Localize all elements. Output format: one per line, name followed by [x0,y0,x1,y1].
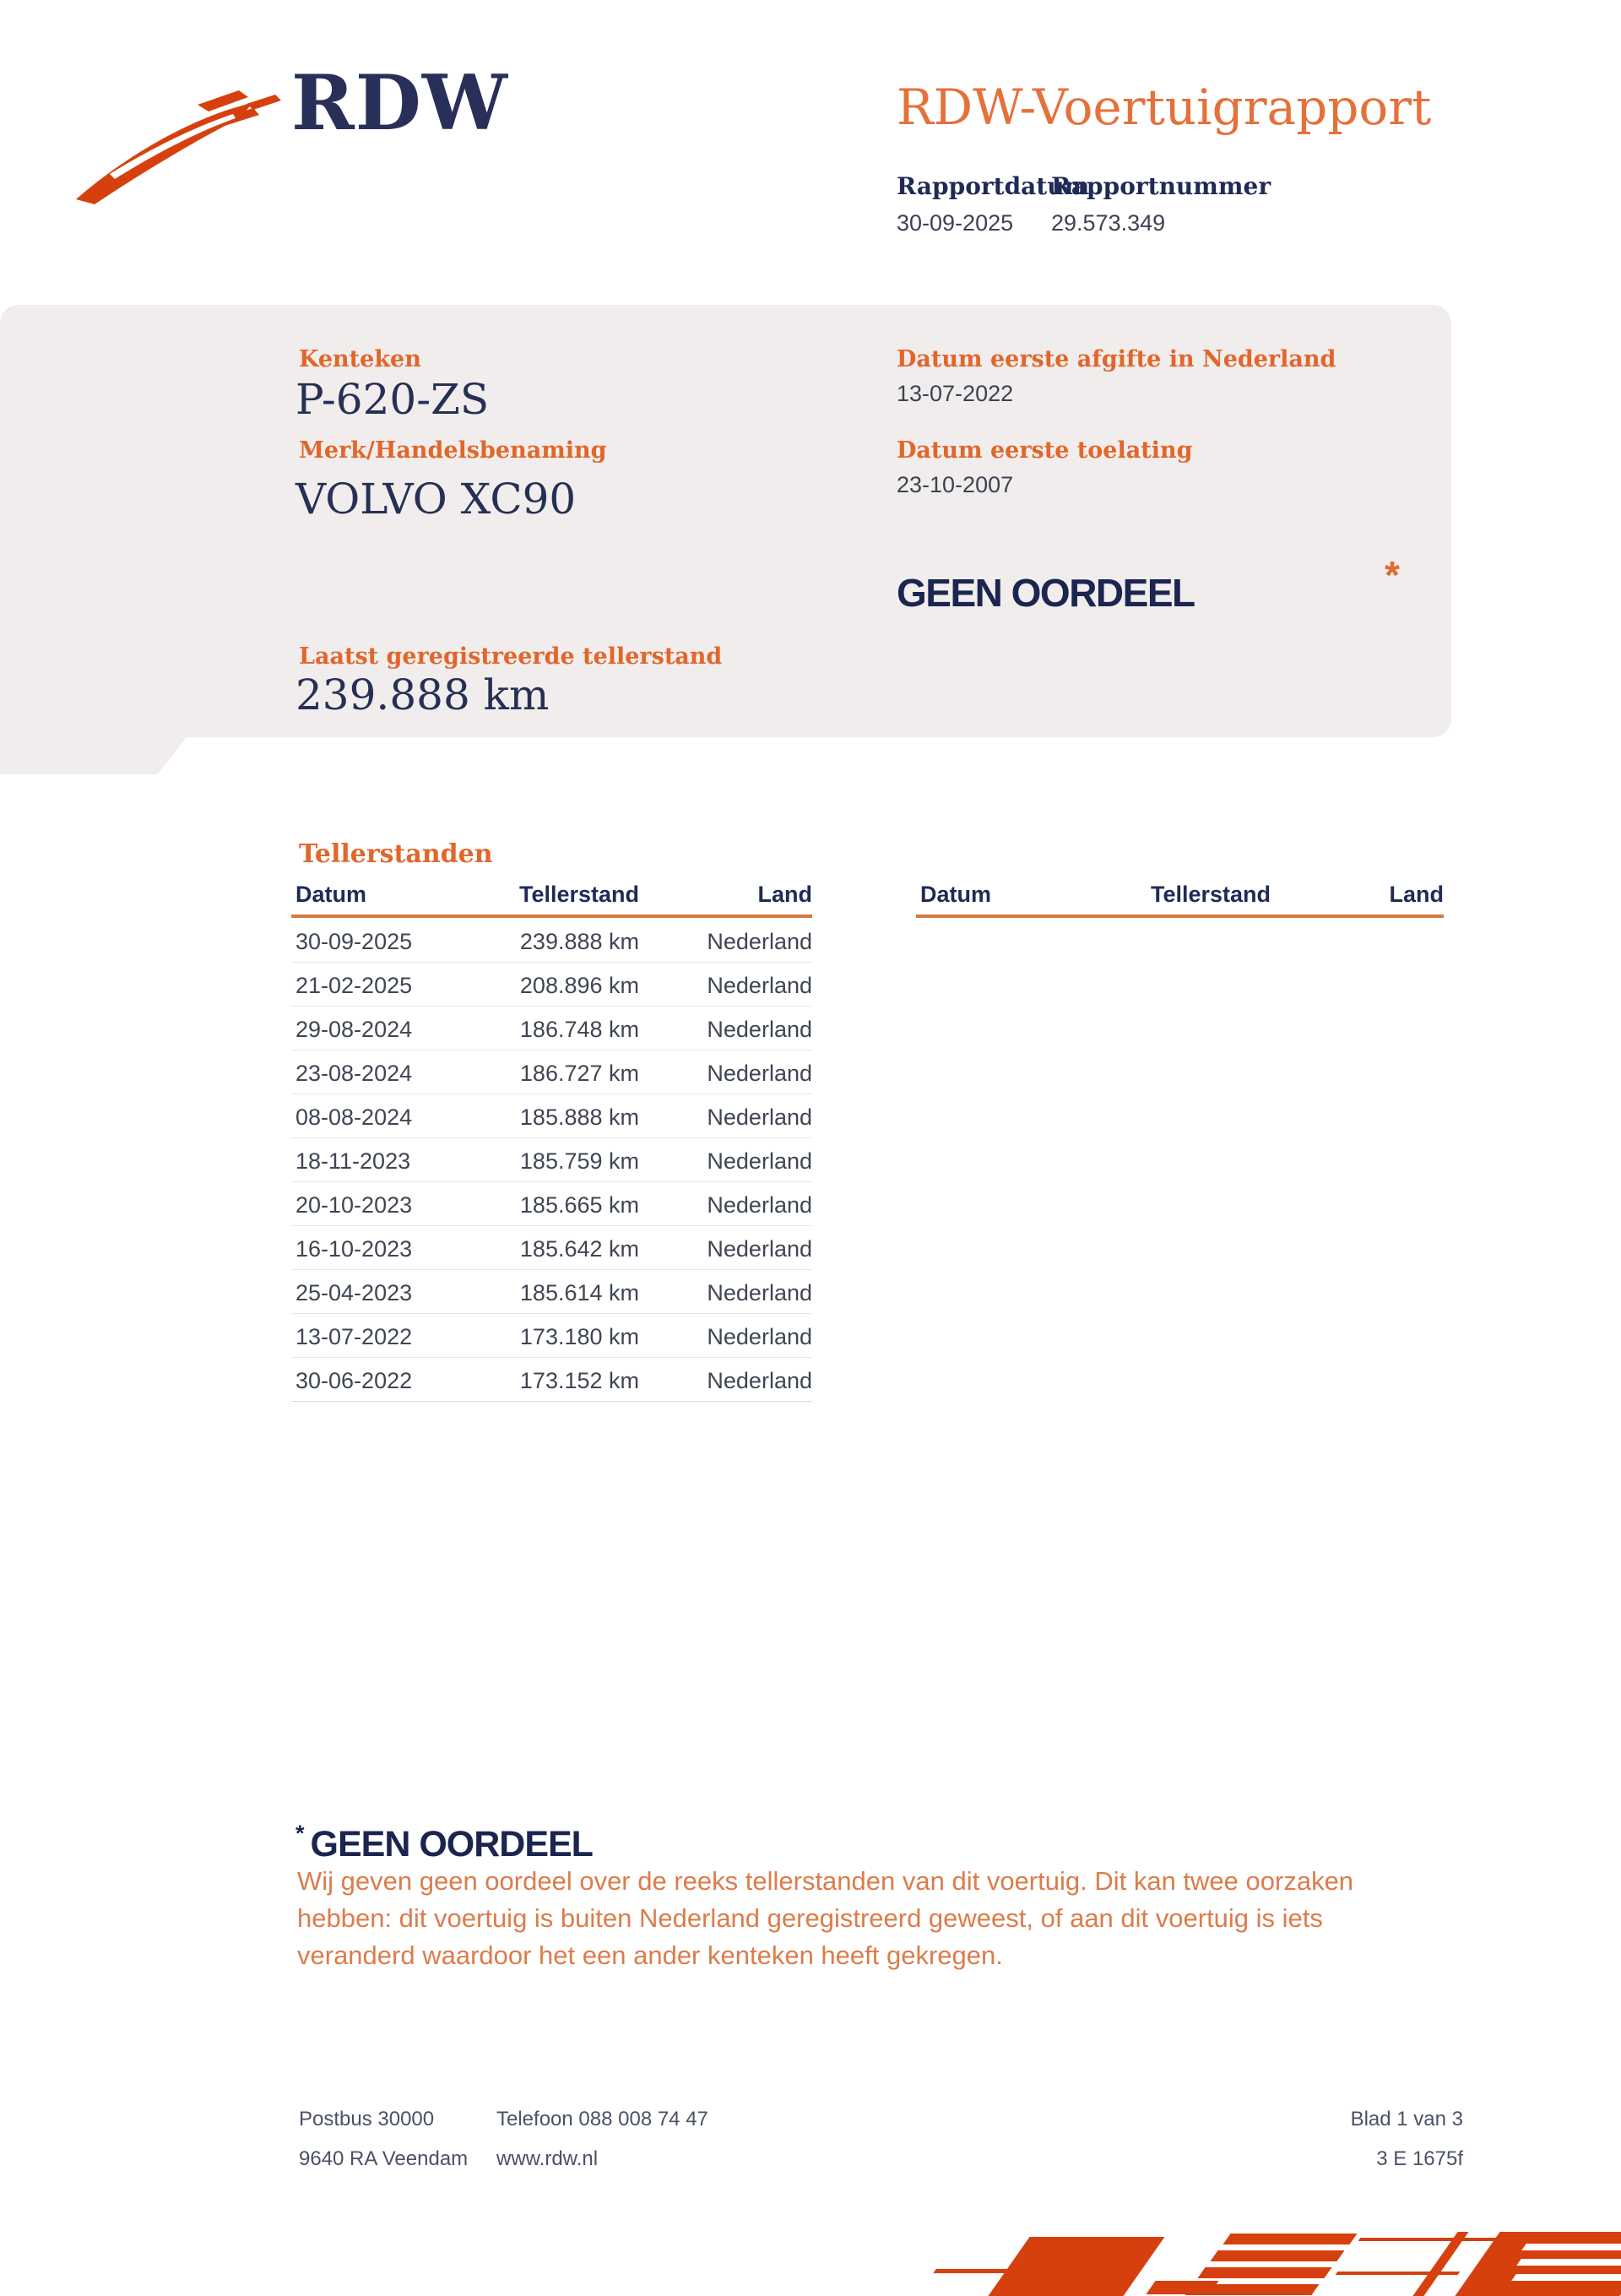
row-date: 08-08-2024 [295,1105,413,1130]
column-header-land: Land [1389,882,1444,907]
row-country: Nederland [707,1017,812,1042]
column-header-land: Land [757,882,812,907]
row-country: Nederland [707,1148,812,1174]
vehicle-summary-card-tab [0,736,187,774]
row-odometer-value: 185.759 km [519,1148,639,1174]
footnote-heading [295,1812,593,1865]
table-row [291,1007,812,1050]
footnote-heading-text: GEEN OORDEEL [310,1824,593,1864]
table-row [291,1270,812,1314]
row-country: Nederland [707,1061,812,1086]
report-date-value: 30-09-2025 [897,210,1014,236]
tellerstanden-heading: Tellerstanden [299,839,493,869]
row-odometer-value: 208.896 km [519,973,639,998]
row-date: 29-08-2024 [295,1017,413,1042]
row-date: 13-07-2022 [295,1324,413,1349]
verdict-text: GEEN OORDEEL [897,571,1195,615]
footer-city: 9640 RA Veendam [299,2147,469,2170]
odometer-table-left-header [291,880,812,910]
table-row [291,1094,812,1138]
eerste-afgifte-label: Datum eerste afgifte in Nederland [897,346,1336,372]
table-row [291,963,812,1007]
column-header-tellerstand: Tellerstand [1150,882,1271,907]
row-odometer-value: 239.888 km [519,929,639,954]
kenteken-value: P-620-ZS [295,375,490,424]
column-header-datum: Datum [295,882,367,907]
table-row [291,1226,812,1270]
rdw-logo-text: RDW [291,58,508,148]
row-odometer-value: 173.180 km [519,1324,639,1349]
row-odometer-value: 173.152 km [519,1368,639,1393]
row-date: 25-04-2023 [295,1280,413,1305]
row-country: Nederland [707,1324,812,1349]
report-number-value: 29.573.349 [1051,210,1166,236]
row-date: 16-10-2023 [295,1236,413,1262]
row-date: 23-08-2024 [295,1061,413,1086]
footer-page-indicator: Blad 1 van 3 [1350,2108,1463,2130]
row-country: Nederland [707,1368,812,1393]
row-country: Nederland [707,1192,812,1218]
last-odometer-label: Laatst geregistreerde tellerstand [299,643,723,670]
report-date-label: Rapportdatum [897,172,1090,200]
kenteken-label: Kenteken [299,346,421,372]
row-date: 20-10-2023 [295,1192,413,1218]
row-country: Nederland [707,929,812,954]
row-country: Nederland [707,1236,812,1262]
last-odometer-value: 239.888 km [295,670,550,719]
footnote-asterisk: * [295,1821,304,1846]
eerste-afgifte-value: 13-07-2022 [897,381,1014,406]
footer-phone: Telefoon 088 008 74 47 [496,2108,708,2130]
eerste-toelating-label: Datum eerste toelating [897,437,1193,464]
footer-postbus: Postbus 30000 [299,2108,435,2130]
row-country: Nederland [707,1280,812,1305]
row-odometer-value: 185.665 km [519,1192,639,1218]
row-country: Nederland [707,1105,812,1130]
row-odometer-value: 185.614 km [519,1280,639,1305]
row-date: 18-11-2023 [295,1148,411,1174]
table-row [291,1138,812,1182]
eerste-toelating-value: 23-10-2007 [897,472,1014,497]
row-odometer-value: 186.748 km [519,1017,639,1042]
odometer-table-right-header [916,880,1444,910]
footnote-body: Wij geven geen oordeel over de reeks tellerstanden van dit voertuig. Dit kan twee oorzaken hebben: dit voertuig is buiten Nederland geregistreerd geweest, of aan dit voertuig is iets veranderd waardoor het een ander kenteken heeft gekregen. [297,1866,1354,1970]
row-date: 30-06-2022 [295,1368,413,1393]
column-header-datum: Datum [920,882,992,907]
table-row [291,1050,812,1094]
report-number-label: Rapportnummer [1051,172,1271,200]
row-date: 21-02-2025 [295,973,413,998]
row-country: Nederland [707,973,812,998]
footer-form-code: 3 E 1675f [1376,2147,1463,2170]
table-header-rule-left [291,915,812,918]
row-odometer-value: 185.888 km [519,1105,639,1130]
row-odometer-value: 186.727 km [519,1061,639,1086]
verdict-asterisk: * [1385,553,1400,597]
row-date: 30-09-2025 [295,929,413,954]
table-row [291,1182,812,1226]
merk-label: Merk/Handelsbenaming [299,437,607,464]
page-title: RDW-Voertuigrapport [897,79,1432,136]
table-row [291,919,812,963]
column-header-tellerstand: Tellerstand [518,882,639,907]
rdw-stripes-graphic [933,2230,1621,2296]
rdw-feather-logo-icon [73,76,285,204]
odometer-table-rows [291,919,812,1402]
row-odometer-value: 185.642 km [519,1236,639,1262]
table-row [291,1358,812,1402]
table-row [291,1314,812,1358]
merk-value: VOLVO XC90 [295,475,577,524]
table-header-rule-right [916,915,1444,918]
footer-website: www.rdw.nl [496,2147,599,2170]
